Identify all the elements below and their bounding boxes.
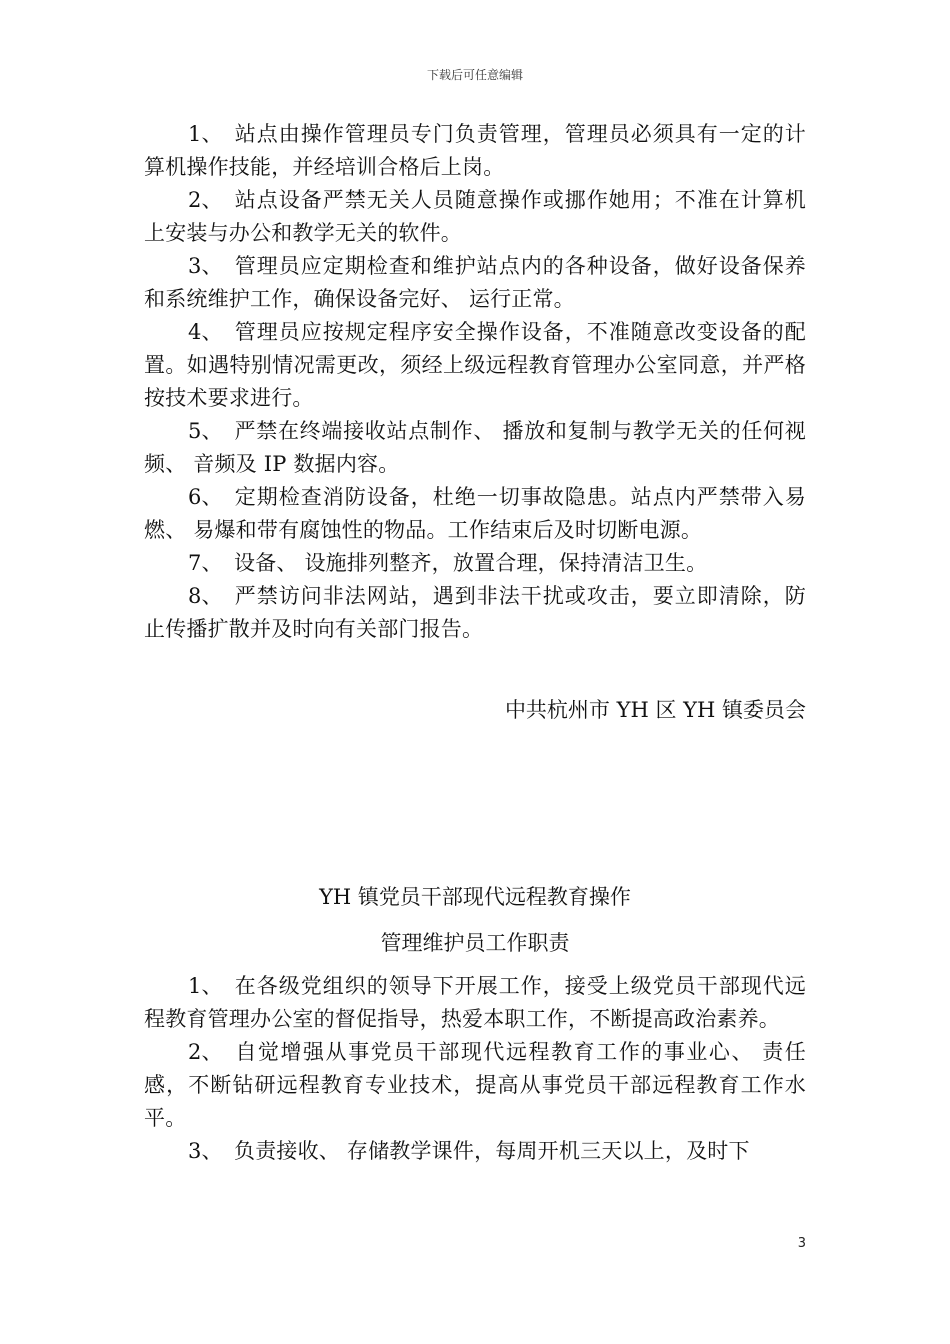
title-line-2: 管理维护员工作职责 [380, 931, 570, 955]
item-text: 站点设备严禁无关人员随意操作或挪作她用；不准在计算机上安装与办公和教学无关的软件。 [144, 188, 806, 245]
item-text: 定期检查消防设备，杜绝一切事故隐患。站点内严禁带入易燃、 易爆和带有腐蚀性的物品。工作结束后及时切断电源。 [144, 485, 806, 542]
header-note: 下载后可任意编辑 [426, 68, 523, 82]
section1-body [144, 118, 806, 646]
section1-item-4 [144, 316, 806, 415]
item-number: 4、 [188, 320, 223, 344]
section1-item-3 [144, 250, 806, 316]
section1-item-1 [144, 118, 806, 184]
item-number: 5、 [188, 419, 223, 443]
item-number: 7、 [188, 551, 223, 575]
item-number: 1、 [188, 122, 223, 146]
item-text: 负责接收、 存储教学课件，每周开机三天以上，及时下 [234, 1139, 750, 1163]
section1-item-6 [144, 481, 806, 547]
item-number: 2、 [188, 1040, 223, 1064]
item-number: 6、 [188, 485, 223, 509]
section2-item-3 [144, 1135, 806, 1168]
section1-item-7 [144, 547, 806, 580]
section2-item-1 [144, 970, 806, 1036]
signature: 中共杭州市 YH 区 YH 镇委员会 [504, 698, 806, 722]
item-text: 自觉增强从事党员干部现代远程教育工作的事业心、 责任感，不断钻研远程教育专业技术，提高从事党员干部远程教育工作水平。 [144, 1040, 806, 1130]
item-text: 在各级党组织的领导下开展工作，接受上级党员干部现代远程教育管理办公室的督促指导，热爱本职工作，不断提高政治素养。 [144, 974, 806, 1031]
item-number: 3、 [188, 254, 223, 278]
section1-item-8 [144, 580, 806, 646]
section2-title [0, 880, 950, 972]
item-text: 管理员应按规定程序安全操作设备，不准随意改变设备的配置。如遇特别情况需更改，须经上级远程教育管理办公室同意，并严格按技术要求进行。 [144, 320, 806, 410]
item-text: 严禁在终端接收站点制作、 播放和复制与教学无关的任何视频、 音频及 IP 数据内容。 [144, 419, 806, 476]
item-number: 8、 [188, 584, 223, 608]
section1-item-2 [144, 184, 806, 250]
item-number: 1、 [188, 974, 223, 998]
section1-item-5 [144, 415, 806, 481]
item-text: 设备、 设施排列整齐，放置合理，保持清洁卫生。 [234, 551, 708, 575]
item-text: 管理员应定期检查和维护站点内的各种设备，做好设备保养和系统维护工作，确保设备完好、 运行正常。 [144, 254, 806, 311]
title-line-1: YH 镇党员干部现代远程教育操作 [319, 885, 631, 909]
section2-item-2 [144, 1036, 806, 1135]
item-number: 3、 [188, 1139, 223, 1163]
item-text: 严禁访问非法网站，遇到非法干扰或攻击，要立即清除，防止传播扩散并及时向有关部门报告。 [144, 584, 806, 641]
item-text: 站点由操作管理员专门负责管理，管理员必须具有一定的计算机操作技能，并经培训合格后上岗。 [144, 122, 806, 179]
item-number: 2、 [188, 188, 223, 212]
section2-body [144, 970, 806, 1168]
page-number: 3 [797, 1236, 806, 1251]
